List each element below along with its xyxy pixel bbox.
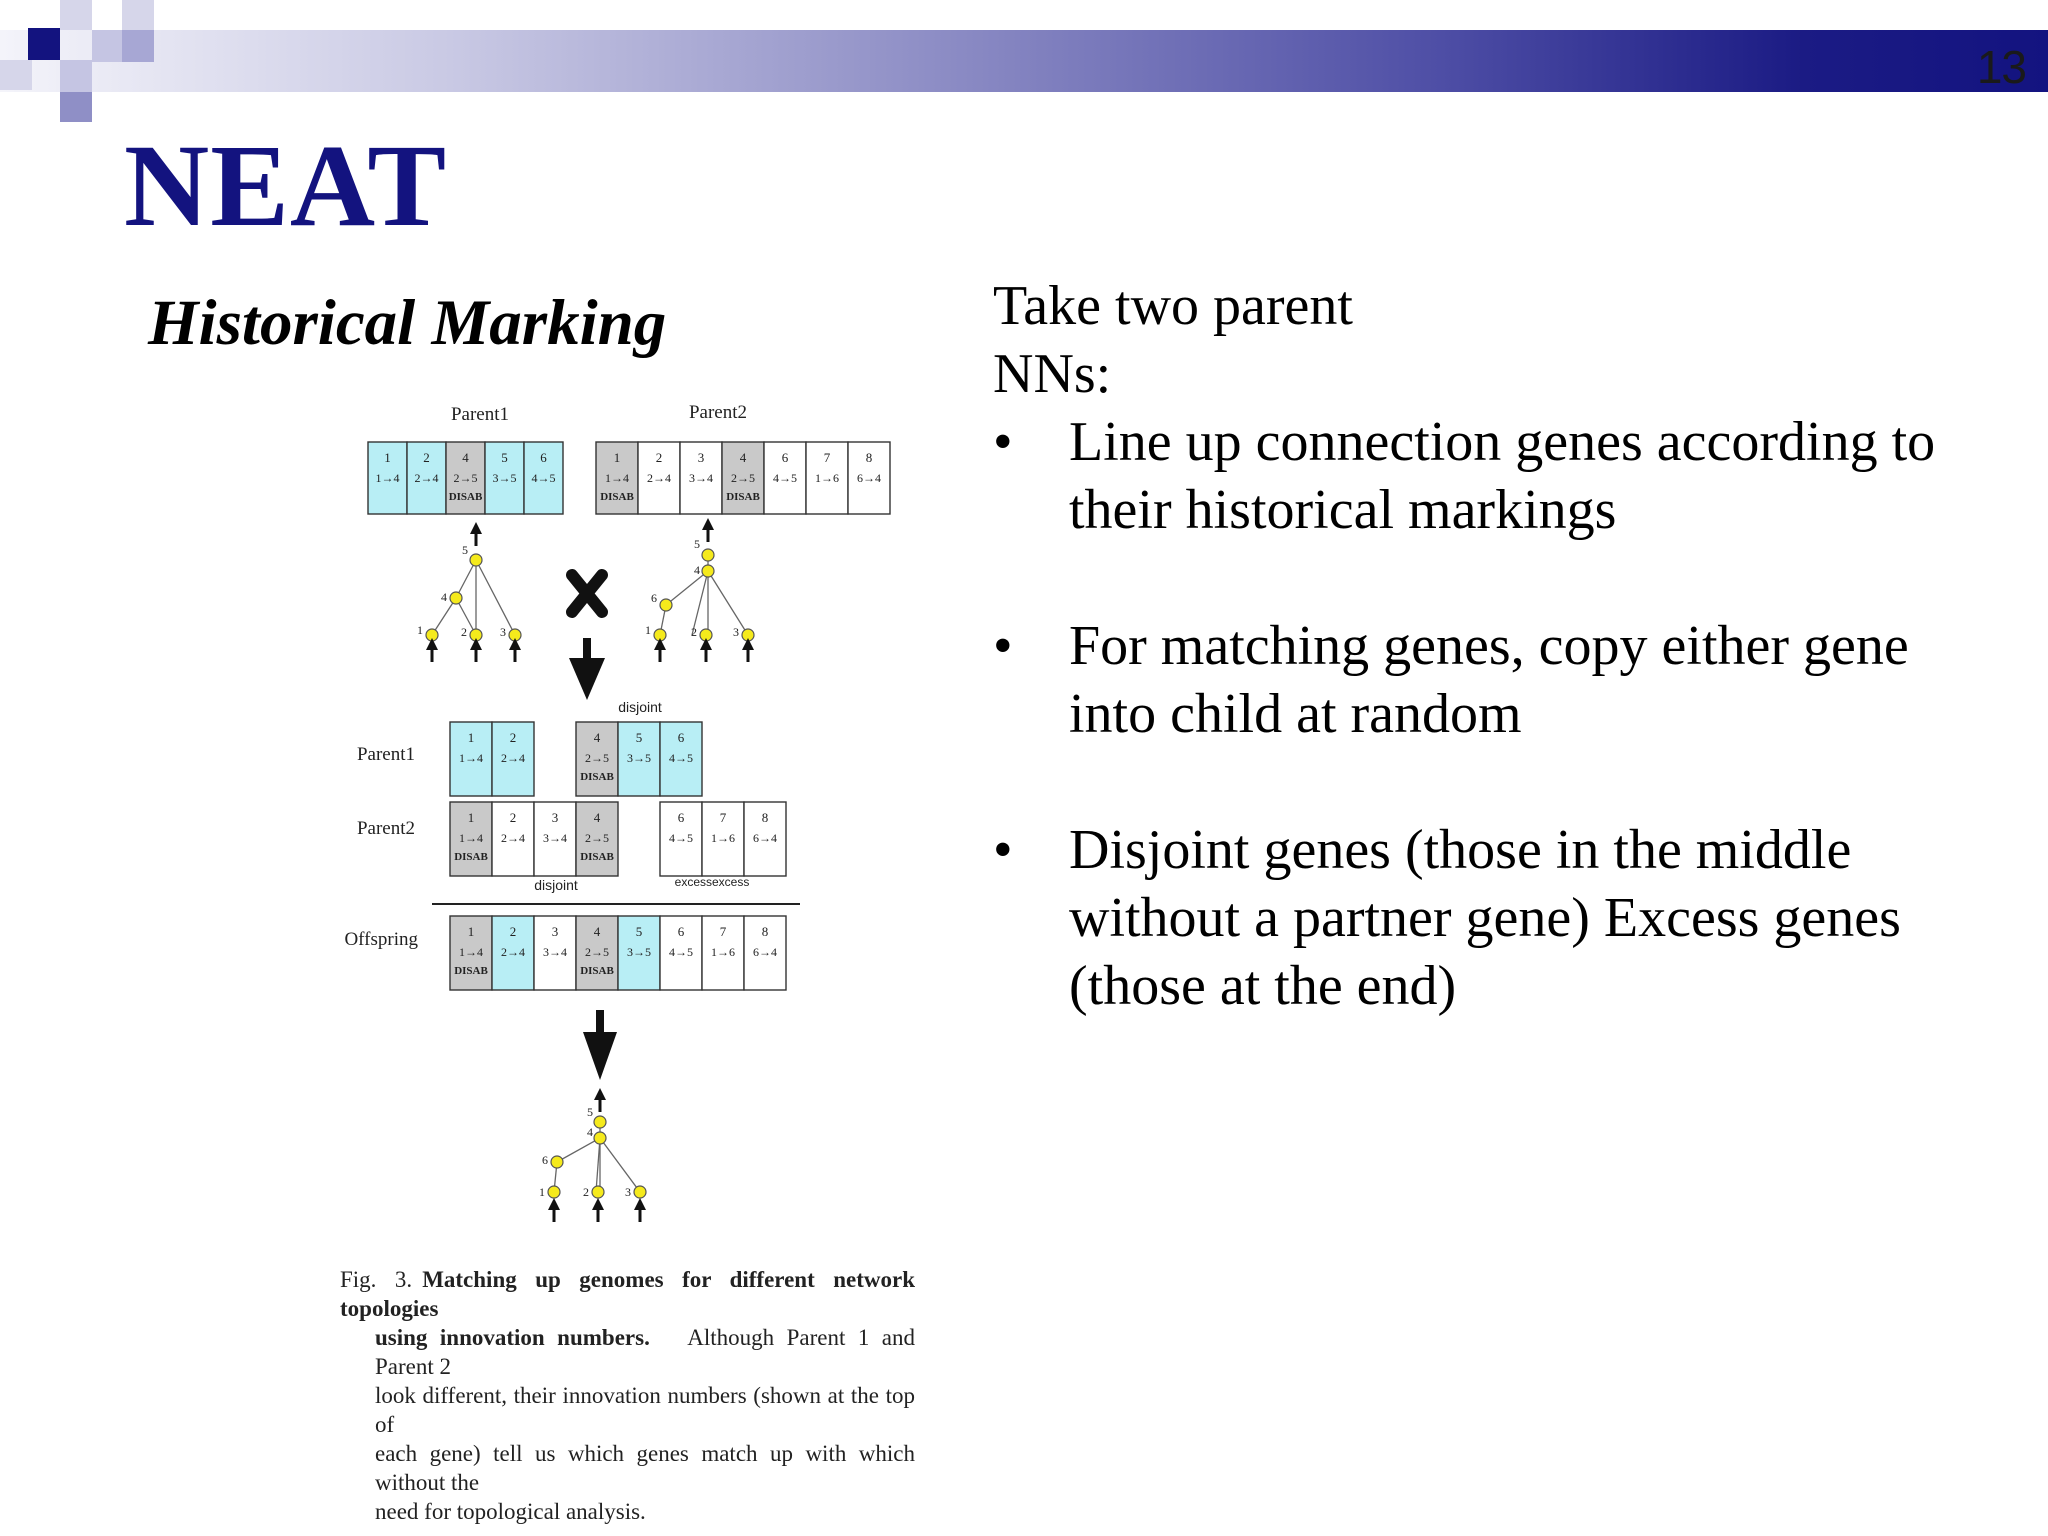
network-node xyxy=(702,565,714,577)
bullet-text: Line up connection genes according to their historical markings xyxy=(1069,411,1936,541)
network-node xyxy=(450,592,462,604)
caption-line: Fig. 3. Matching up genomes for different network topologies xyxy=(340,1267,915,1321)
arrow-head xyxy=(548,1198,560,1210)
gene-number: 3 xyxy=(551,810,559,825)
network-node xyxy=(634,1186,646,1198)
gene-number: 7 xyxy=(719,810,727,825)
gene-disabled-label: DISAB xyxy=(726,491,760,503)
node-label: 3 xyxy=(733,625,739,639)
title-bar-gradient xyxy=(0,30,2048,92)
gene-connection: 2→4 xyxy=(501,751,525,765)
network-edge xyxy=(666,571,708,605)
gene-connection: 4→5 xyxy=(531,471,556,485)
gene-number: 6 xyxy=(677,730,685,745)
node-label: 6 xyxy=(542,1153,548,1167)
gene-number: 6 xyxy=(677,810,685,825)
gene-number: 6 xyxy=(781,450,789,465)
crossover-figure xyxy=(340,390,940,1250)
disjoint-label: disjoint xyxy=(534,877,578,893)
gene-connection: 1→4 xyxy=(459,945,483,959)
gene-disabled-label: DISAB xyxy=(454,965,488,977)
node-label: 2 xyxy=(461,625,467,639)
gene-disabled-label: DISAB xyxy=(600,491,634,503)
crossover-icon xyxy=(572,575,602,612)
gene-connection: 2→5 xyxy=(585,945,609,959)
node-label: 1 xyxy=(417,623,423,637)
decor-square xyxy=(122,0,154,30)
bullet-text: For matching genes, copy either gene into child at random xyxy=(1069,615,1909,745)
bullet-icon: • xyxy=(993,819,1013,881)
arrow-head xyxy=(702,518,714,530)
caption-label: Fig. 3. xyxy=(340,1267,413,1292)
gene-connection: 6→4 xyxy=(857,471,881,485)
gene-disabled-label: DISAB xyxy=(580,851,614,863)
gene-number: 2 xyxy=(509,730,517,745)
bullet-icon: • xyxy=(993,411,1013,473)
bullet-item xyxy=(993,408,2003,544)
node-label: 4 xyxy=(441,590,447,604)
gene-number: 7 xyxy=(823,450,831,465)
gene-connection: 4→5 xyxy=(669,831,693,845)
gene-number: 8 xyxy=(761,924,769,939)
decor-square xyxy=(60,60,92,92)
gene-number: 5 xyxy=(635,924,643,939)
network-edge xyxy=(557,1138,600,1162)
network-node xyxy=(548,1186,560,1198)
gene-connection: 4→5 xyxy=(669,945,693,959)
gene-number: 7 xyxy=(719,924,727,939)
gene-number: 3 xyxy=(551,924,559,939)
gene-connection: 4→5 xyxy=(773,471,797,485)
network-node xyxy=(592,1186,604,1198)
bullet-item xyxy=(993,816,2003,1020)
gene-number: 6 xyxy=(540,450,547,465)
gene-connection: 2→5 xyxy=(585,751,609,765)
gene-connection: 3→4 xyxy=(543,831,567,845)
caption-line: need for topological analysis. xyxy=(375,1499,646,1524)
node-label: 5 xyxy=(587,1105,593,1119)
gene-number: 4 xyxy=(593,810,601,825)
network-edge xyxy=(476,560,515,635)
gene-number: 2 xyxy=(509,810,517,825)
excess-label: excessexcess xyxy=(674,875,750,889)
gene-number: 6 xyxy=(677,924,685,939)
gene-number: 1 xyxy=(467,810,475,825)
node-label: 4 xyxy=(587,1125,593,1139)
decor-square xyxy=(60,0,92,30)
gene-connection: 1→4 xyxy=(459,831,483,845)
gene-connection: 3→4 xyxy=(689,471,713,485)
decor-square xyxy=(92,30,122,62)
slide-number: 13 xyxy=(1976,41,2026,93)
gene-number: 4 xyxy=(739,450,747,465)
gene-number: 8 xyxy=(865,450,873,465)
gene-connection: 3→5 xyxy=(627,945,651,959)
gene-number: 5 xyxy=(501,450,508,465)
network-node xyxy=(594,1132,606,1144)
gene-connection: 2→5 xyxy=(453,471,478,485)
gene-connection: 1→4 xyxy=(375,471,400,485)
decor-square xyxy=(60,92,92,122)
network-edge xyxy=(708,571,748,635)
gene-number: 1 xyxy=(467,924,475,939)
gene-connection: 2→4 xyxy=(647,471,671,485)
gene-number: 4 xyxy=(462,450,469,465)
network-node xyxy=(551,1156,563,1168)
slide-title: NEAT xyxy=(124,120,448,251)
gene-connection: 4→5 xyxy=(669,751,693,765)
gene-number: 1 xyxy=(384,450,391,465)
network-edge xyxy=(600,1138,640,1192)
slide-subtitle: Historical Marking xyxy=(148,287,667,359)
gene-connection: 2→4 xyxy=(414,471,439,485)
gene-number: 4 xyxy=(593,730,601,745)
gene-number: 1 xyxy=(613,450,621,465)
gene-connection: 2→5 xyxy=(731,471,755,485)
offspring-label: Offspring xyxy=(344,929,418,950)
caption-line: look different, their innovation numbers (shown at the top of xyxy=(375,1383,915,1437)
aligned-parent2-label: Parent2 xyxy=(356,818,415,839)
gene-connection: 3→5 xyxy=(627,751,651,765)
decor-square xyxy=(122,30,154,62)
bullet-text: Disjoint genes (those in the middle without a partner gene) Excess genes (those at the end) xyxy=(1069,819,1901,1017)
gene-disabled-label: DISAB xyxy=(448,491,483,503)
gene-connection: 1→6 xyxy=(711,831,735,845)
network-node xyxy=(470,554,482,566)
aligned-parent1-label: Parent1 xyxy=(356,744,415,765)
bullet-item xyxy=(993,612,2003,748)
node-label: 6 xyxy=(651,591,657,605)
gene-connection: 3→4 xyxy=(543,945,567,959)
gene-connection: 1→4 xyxy=(605,471,629,485)
down-arrow-head xyxy=(569,658,605,700)
gene-disabled-label: DISAB xyxy=(454,851,488,863)
arrow-head xyxy=(634,1198,646,1210)
gene-connection: 2→4 xyxy=(501,945,525,959)
gene-connection: 1→4 xyxy=(459,751,483,765)
gene-connection: 6→4 xyxy=(753,831,777,845)
network-node xyxy=(660,599,672,611)
gene-connection: 1→6 xyxy=(815,471,839,485)
gene-connection: 2→4 xyxy=(501,831,525,845)
gene-connection: 2→5 xyxy=(585,831,609,845)
gene-number: 1 xyxy=(467,730,475,745)
gene-connection: 3→5 xyxy=(492,471,517,485)
arrow-head xyxy=(470,522,482,534)
node-label: 2 xyxy=(691,625,697,639)
down-arrow-head xyxy=(583,1032,617,1080)
parent1-label: Parent1 xyxy=(450,404,510,425)
arrow-head xyxy=(594,1088,606,1100)
figure-caption xyxy=(340,1265,915,1526)
gene-disabled-label: DISAB xyxy=(580,965,614,977)
gene-connection: 1→6 xyxy=(711,945,735,959)
node-label: 5 xyxy=(462,543,468,557)
decor-square xyxy=(0,60,32,90)
intro-text: Take two parent NNs: xyxy=(993,275,1353,405)
gene-number: 5 xyxy=(635,730,643,745)
decor-square xyxy=(28,28,60,60)
node-label: 1 xyxy=(539,1185,545,1199)
explanation-panel xyxy=(993,272,2003,1020)
gene-disabled-label: DISAB xyxy=(580,771,614,783)
node-label: 3 xyxy=(625,1185,631,1199)
gene-number: 2 xyxy=(655,450,663,465)
network-node xyxy=(594,1116,606,1128)
gene-number: 2 xyxy=(423,450,430,465)
gene-number: 4 xyxy=(593,924,601,939)
gene-connection: 6→4 xyxy=(753,945,777,959)
gene-number: 8 xyxy=(761,810,769,825)
node-label: 1 xyxy=(645,623,651,637)
node-label: 3 xyxy=(500,625,506,639)
bullet-icon: • xyxy=(993,615,1013,677)
arrow-head xyxy=(592,1198,604,1210)
network-node xyxy=(702,549,714,561)
gene-number: 3 xyxy=(697,450,705,465)
parent2-label: Parent2 xyxy=(688,402,748,423)
node-label: 4 xyxy=(694,563,700,577)
caption-line: using innovation numbers. Although Parent 1 and Parent 2 xyxy=(375,1325,915,1379)
node-label: 2 xyxy=(583,1185,589,1199)
disjoint-label: disjoint xyxy=(618,699,662,715)
node-label: 5 xyxy=(694,537,700,551)
caption-line: each gene) tell us which genes match up with which without the xyxy=(375,1441,915,1495)
gene-number: 2 xyxy=(509,924,517,939)
